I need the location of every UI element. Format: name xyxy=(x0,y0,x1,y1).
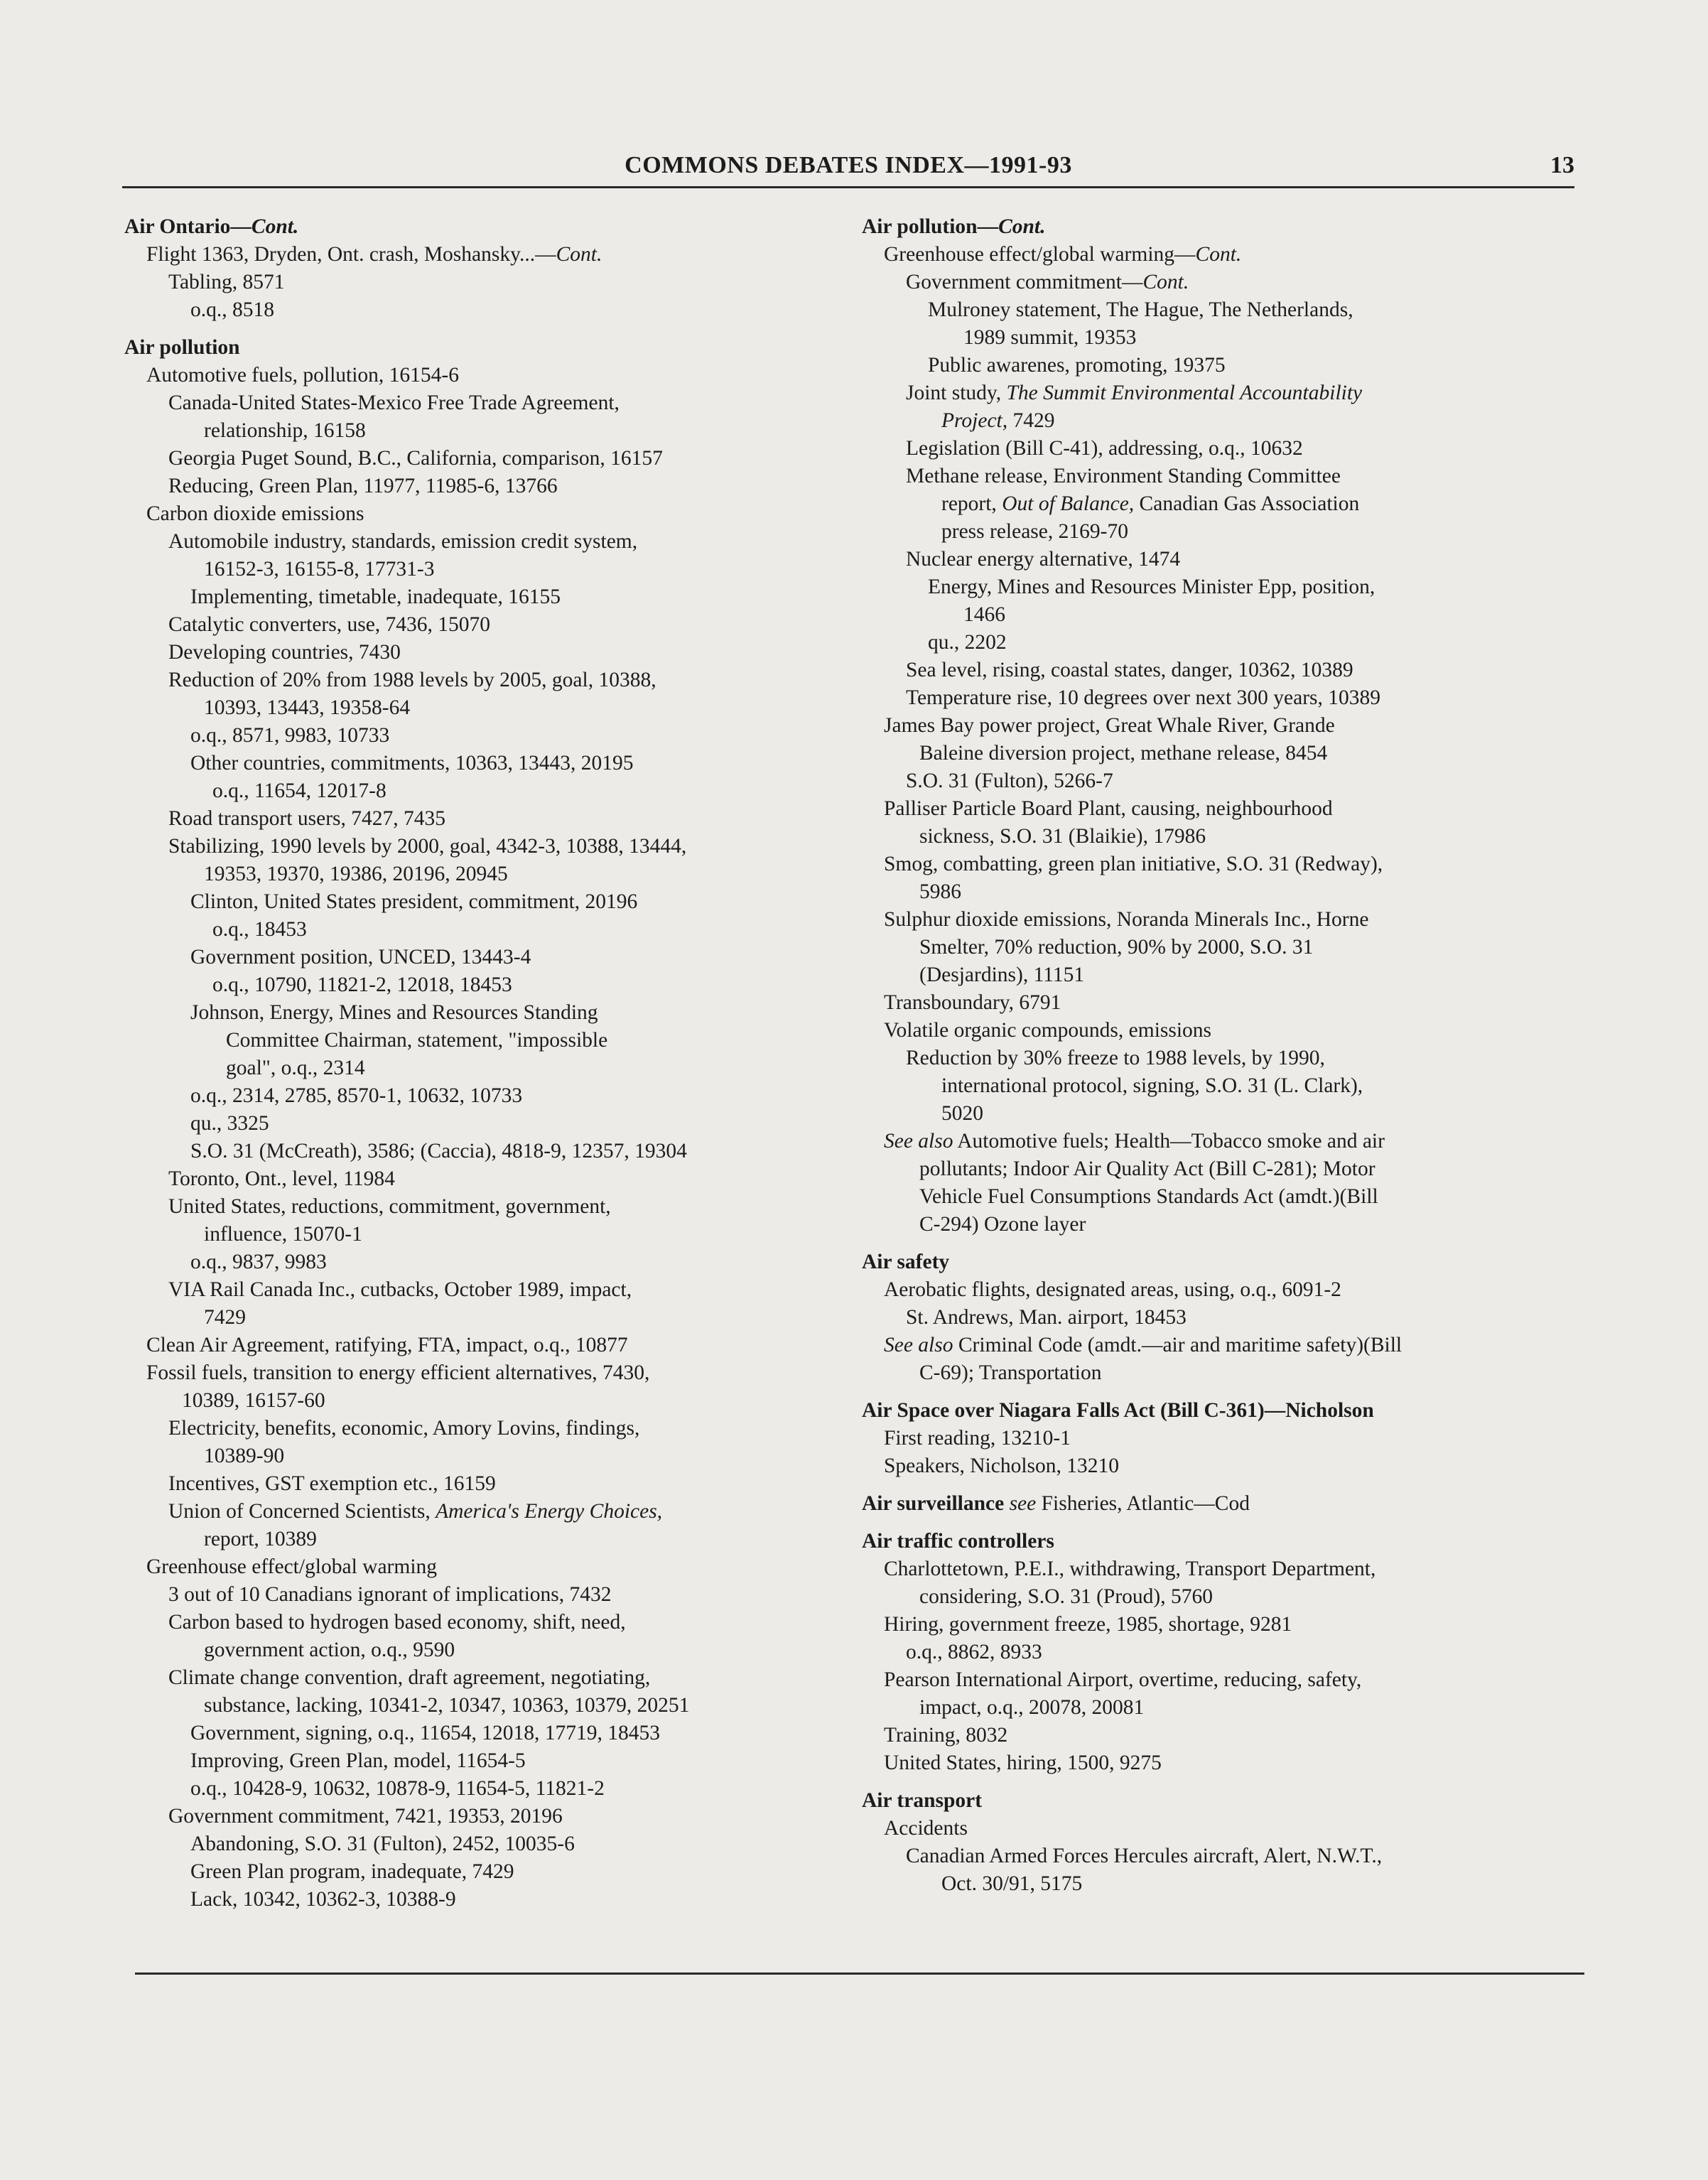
index-entry xyxy=(862,712,1544,767)
entry-text: o.q., 8518 xyxy=(190,298,274,321)
entry-text: Project, xyxy=(941,409,1008,432)
entry-text: see xyxy=(1009,1492,1037,1515)
entry-text: Improving, Green Plan, model, 11654-5 xyxy=(190,1749,526,1772)
index-heading xyxy=(862,1787,1544,1815)
entry-text: influence, 15070-1 xyxy=(204,1223,362,1246)
entry-text: C-294) Ozone layer xyxy=(919,1213,1086,1236)
entry-text: S.O. 31 (Fulton), 5266-7 xyxy=(906,770,1113,792)
entry-text: Air Space over Niagara Falls Act (Bill C-361)—Nicholson xyxy=(862,1399,1374,1422)
entry-text: report, xyxy=(941,492,1002,515)
page-header xyxy=(122,148,1574,188)
entry-text: Canadian Armed Forces Hercules aircraft, Alert, N.W.T., xyxy=(906,1845,1383,1867)
entry-text: government action, o.q., 9590 xyxy=(204,1639,455,1661)
entry-text: (Desjardins), 11151 xyxy=(919,964,1085,986)
entry-text: C-69); Transportation xyxy=(919,1361,1102,1384)
entry-text: o.q., 9837, 9983 xyxy=(190,1251,327,1273)
entry-text: international protocol, signing, S.O. 31 (L. Clark), xyxy=(941,1074,1363,1097)
index-entry xyxy=(862,1332,1544,1387)
index-entry xyxy=(124,1747,806,1775)
entry-text: Smelter, 70% reduction, 90% by 2000, S.O. 31 xyxy=(919,936,1314,959)
index-entry xyxy=(124,1138,806,1165)
entry-text: Cont. xyxy=(251,215,299,238)
index-entry xyxy=(124,296,806,324)
index-entry xyxy=(862,1276,1544,1304)
index-entry xyxy=(862,546,1544,573)
entry-text: 7429 xyxy=(1007,409,1055,432)
index-entry xyxy=(862,1452,1544,1480)
entry-text: Automotive fuels; Health—Tobacco smoke and air xyxy=(953,1130,1385,1153)
entry-text: 10389, 16157-60 xyxy=(182,1389,325,1412)
index-heading xyxy=(862,1528,1544,1555)
entry-text: Transboundary, 6791 xyxy=(884,991,1061,1014)
entry-text: Clinton, United States president, commitment, 20196 xyxy=(190,890,638,913)
entry-text: 5020 xyxy=(941,1102,983,1125)
index-entry xyxy=(124,241,806,269)
index-entry xyxy=(124,1359,806,1415)
page-number: 13 xyxy=(1550,152,1574,178)
entry-text: 10389-90 xyxy=(204,1445,285,1467)
entry-text: o.q., 8571, 9983, 10733 xyxy=(190,724,390,747)
index-entry xyxy=(124,1830,806,1858)
entry-text: Cont. xyxy=(1195,243,1242,266)
index-entry xyxy=(862,1017,1544,1045)
entry-text: VIA Rail Canada Inc., cutbacks, October 1989, impact, xyxy=(168,1278,632,1301)
entry-text: o.q., 18453 xyxy=(212,918,307,941)
left-column xyxy=(124,213,806,1914)
entry-text: Georgia Puget Sound, B.C., California, comparison, 16157 xyxy=(168,447,663,470)
index-entry xyxy=(124,1110,806,1138)
entry-text: goal", o.q., 2314 xyxy=(226,1057,365,1079)
entry-text: Temperature rise, 10 degrees over next 300 years, 10389 xyxy=(906,686,1380,709)
header-rule xyxy=(122,186,1574,188)
entry-text: substance, lacking, 10341-2, 10347, 10363, 10379, 20251 xyxy=(204,1694,690,1717)
entry-text: S.O. 31 (McCreath), 3586; (Caccia), 4818-9, 12357, 19304 xyxy=(190,1140,687,1162)
entry-text: Methane release, Environment Standing Committee xyxy=(906,465,1341,487)
entry-text: Greenhouse effect/global warming— xyxy=(884,243,1196,266)
entry-text: Mulroney statement, The Hague, The Netherlands, xyxy=(928,298,1353,321)
entry-text: qu., 3325 xyxy=(190,1112,269,1135)
entry-text: Incentives, GST exemption etc., 16159 xyxy=(168,1472,496,1495)
entry-text: Electricity, benefits, economic, Amory Lovins, findings, xyxy=(168,1417,640,1440)
entry-text: Aerobatic flights, designated areas, using, o.q., 6091-2 xyxy=(884,1278,1341,1301)
entry-text: Developing countries, 7430 xyxy=(168,641,401,664)
entry-text: pollutants; Indoor Air Quality Act (Bill C-281); Motor xyxy=(919,1158,1375,1180)
index-entry xyxy=(124,888,806,916)
index-entry xyxy=(124,1498,806,1553)
index-entry xyxy=(862,269,1544,296)
entry-text: Criminal Code (amdt.—air and maritime safety)(Bill xyxy=(953,1334,1402,1356)
entry-text: o.q., 10790, 11821-2, 12018, 18453 xyxy=(212,973,512,996)
index-entry xyxy=(124,583,806,611)
index-entry xyxy=(124,833,806,888)
entry-text: Road transport users, 7427, 7435 xyxy=(168,807,446,830)
entry-text: Sulphur dioxide emissions, Noranda Minerals Inc., Horne xyxy=(884,908,1369,931)
index-entry xyxy=(862,851,1544,906)
entry-text: Accidents xyxy=(884,1817,968,1840)
entry-text: Union of Concerned Scientists, xyxy=(168,1500,436,1523)
entry-text: Johnson, Energy, Mines and Resources Standing xyxy=(190,1001,598,1024)
entry-text: First reading, 13210-1 xyxy=(884,1427,1071,1450)
index-entry xyxy=(862,795,1544,851)
entry-text: Government, signing, o.q., 11654, 12018, 17719, 18453 xyxy=(190,1722,660,1744)
entry-text: o.q., 11654, 12017-8 xyxy=(212,779,387,802)
entry-text: o.q., 2314, 2785, 8570-1, 10632, 10733 xyxy=(190,1084,523,1107)
index-entry xyxy=(862,573,1544,629)
entry-text: Cont. xyxy=(1142,271,1189,293)
index-heading xyxy=(862,1248,1544,1276)
index-entry xyxy=(862,463,1544,546)
index-entry xyxy=(124,1664,806,1720)
index-entry xyxy=(862,989,1544,1017)
index-entry xyxy=(124,667,806,722)
index-entry xyxy=(862,1611,1544,1639)
index-entry xyxy=(124,916,806,944)
entry-text: Joint study, xyxy=(906,382,1007,404)
entry-text: Stabilizing, 1990 levels by 2000, goal, 4342-3, 10388, 13444, xyxy=(168,835,687,858)
entry-text: Tabling, 8571 xyxy=(168,271,285,293)
running-title: COMMONS DEBATES INDEX—1991-93 xyxy=(625,152,1072,178)
index-entry xyxy=(124,971,806,999)
entry-text: Carbon based to hydrogen based economy, shift, need, xyxy=(168,1611,626,1634)
entry-text: Government position, UNCED, 13443-4 xyxy=(190,946,531,968)
entry-text: Vehicle Fuel Consumptions Standards Act (amdt.)(Bill xyxy=(919,1185,1378,1208)
index-entry xyxy=(124,1276,806,1332)
entry-text: Green Plan program, inadequate, 7429 xyxy=(190,1860,514,1883)
index-entry xyxy=(124,1332,806,1359)
entry-text: Air traffic controllers xyxy=(862,1530,1054,1553)
footer-rule xyxy=(135,1973,1584,1975)
index-entry xyxy=(124,805,806,833)
entry-text: Energy, Mines and Resources Minister Epp, position, xyxy=(928,576,1375,598)
entry-text: Canadian Gas Association xyxy=(1134,492,1360,515)
index-entry xyxy=(862,1555,1544,1611)
entry-text: Training, 8032 xyxy=(884,1724,1008,1747)
index-entry xyxy=(124,1886,806,1914)
index-entry xyxy=(124,1581,806,1609)
index-entry xyxy=(124,944,806,971)
entry-text: Air transport xyxy=(862,1789,983,1812)
entry-text: considering, S.O. 31 (Proud), 5760 xyxy=(919,1585,1213,1608)
index-entry xyxy=(124,1858,806,1886)
entry-text: Fisheries, Atlantic—Cod xyxy=(1036,1492,1250,1515)
entry-text: Reducing, Green Plan, 11977, 11985-6, 13766 xyxy=(168,475,558,497)
entry-text: America's Energy Choices, xyxy=(436,1500,663,1523)
entry-text: Clean Air Agreement, ratifying, FTA, impact, o.q., 10877 xyxy=(146,1334,628,1356)
entry-text: o.q., 10428-9, 10632, 10878-9, 11654-5, 11821-2 xyxy=(190,1777,605,1800)
entry-text: St. Andrews, Man. airport, 18453 xyxy=(906,1306,1187,1329)
index-entry xyxy=(124,1609,806,1664)
index-entry xyxy=(862,1304,1544,1332)
index-entry xyxy=(862,1666,1544,1722)
index-entry xyxy=(124,777,806,805)
entry-text: United States, reductions, commitment, government, xyxy=(168,1195,611,1218)
entry-text: qu., 2202 xyxy=(928,631,1007,654)
entry-text: Abandoning, S.O. 31 (Fulton), 2452, 10035-6 xyxy=(190,1833,575,1855)
index-entry xyxy=(124,500,806,528)
index-entry xyxy=(124,1082,806,1110)
entry-text: Flight 1363, Dryden, Ont. crash, Moshansky...— xyxy=(146,243,556,266)
entry-text: Climate change convention, draft agreement, negotiating, xyxy=(168,1666,651,1689)
index-entry xyxy=(862,296,1544,352)
entry-text: James Bay power project, Great Whale River, Grande xyxy=(884,714,1335,737)
index-entry xyxy=(124,473,806,500)
entry-text: Legislation (Bill C-41), addressing, o.q., 10632 xyxy=(906,437,1303,460)
index-entry xyxy=(862,684,1544,712)
entry-text: Air pollution— xyxy=(862,215,999,238)
index-entry xyxy=(124,1720,806,1747)
entry-text: 1466 xyxy=(963,603,1005,626)
index-entry xyxy=(124,1165,806,1193)
index-entry xyxy=(862,1639,1544,1666)
entry-text: 10393, 13443, 19358-64 xyxy=(204,696,411,719)
entry-text: Oct. 30/91, 5175 xyxy=(941,1872,1083,1895)
entry-text: Pearson International Airport, overtime, reducing, safety, xyxy=(884,1668,1362,1691)
entry-text: 19353, 19370, 19386, 20196, 20945 xyxy=(204,863,508,885)
entry-text: Lack, 10342, 10362-3, 10388-9 xyxy=(190,1888,456,1911)
entry-text: The Summit Environmental Accountability xyxy=(1006,382,1363,404)
entry-text: 5986 xyxy=(919,880,961,903)
entry-text: press release, 2169-70 xyxy=(941,520,1128,543)
entry-text: Speakers, Nicholson, 13210 xyxy=(884,1455,1120,1477)
index-entry xyxy=(124,639,806,667)
entry-text: Out of Balance, xyxy=(1002,492,1135,515)
entry-text: Reduction by 30% freeze to 1988 levels, by 1990, xyxy=(906,1047,1325,1069)
entry-text: Volatile organic compounds, emissions xyxy=(884,1019,1212,1042)
entry-text: Air Ontario— xyxy=(124,215,252,238)
index-entry xyxy=(862,435,1544,463)
entry-text: 1989 summit, 19353 xyxy=(963,326,1137,349)
entry-text: Carbon dioxide emissions xyxy=(146,502,364,525)
entry-text: Reduction of 20% from 1988 levels by 2005, goal, 10388, xyxy=(168,669,656,691)
entry-text: Greenhouse effect/global warming xyxy=(146,1555,438,1578)
index-entry xyxy=(124,389,806,445)
entry-text: impact, o.q., 20078, 20081 xyxy=(919,1696,1145,1719)
index-entry xyxy=(862,379,1544,435)
entry-text: Smog, combatting, green plan initiative, S.O. 31 (Redway), xyxy=(884,853,1383,875)
index-entry xyxy=(124,750,806,777)
index-entry xyxy=(862,1722,1544,1749)
entry-text: Baleine diversion project, methane release, 8454 xyxy=(919,742,1328,765)
index-heading xyxy=(124,334,806,362)
index-entry xyxy=(124,269,806,296)
index-entry xyxy=(124,528,806,583)
index-entry xyxy=(124,1415,806,1470)
entry-text: Charlottetown, P.E.I., withdrawing, Transport Department, xyxy=(884,1558,1376,1580)
entry-text: relationship, 16158 xyxy=(204,419,366,442)
index-entry xyxy=(124,1193,806,1248)
index-entry xyxy=(124,1803,806,1830)
index-entry xyxy=(862,1425,1544,1452)
entry-text: Air surveillance xyxy=(862,1492,1005,1515)
entry-text: Sea level, rising, coastal states, danger, 10362, 10389 xyxy=(906,659,1353,681)
entry-text: Public awarenes, promoting, 19375 xyxy=(928,354,1226,377)
entry-text: Implementing, timetable, inadequate, 16155 xyxy=(190,586,561,608)
index-entry xyxy=(862,906,1544,989)
entry-text: Other countries, commitments, 10363, 13443, 20195 xyxy=(190,752,634,775)
entry-text: Palliser Particle Board Plant, causing, neighbourhood xyxy=(884,797,1333,820)
entry-text: Nuclear energy alternative, 1474 xyxy=(906,548,1181,571)
index-entry xyxy=(862,629,1544,657)
index-heading xyxy=(124,213,806,241)
entry-text: sickness, S.O. 31 (Blaikie), 17986 xyxy=(919,825,1206,848)
entry-text: 16152-3, 16155-8, 17731-3 xyxy=(204,558,435,581)
entry-text: 3 out of 10 Canadians ignorant of implications, 7432 xyxy=(168,1583,612,1606)
index-entry xyxy=(862,1045,1544,1128)
index-entry xyxy=(862,767,1544,795)
index-entry xyxy=(124,362,806,389)
index-heading xyxy=(862,1397,1544,1425)
index-entry xyxy=(124,999,806,1082)
index-entry xyxy=(862,241,1544,269)
entry-text xyxy=(1004,1492,1009,1515)
entry-text: 7429 xyxy=(204,1306,246,1329)
entry-text: Air pollution xyxy=(124,336,240,359)
index-entry xyxy=(862,1842,1544,1898)
index-entry xyxy=(124,1775,806,1803)
entry-text: Automotive fuels, pollution, 16154-6 xyxy=(146,364,460,387)
entry-text: Government commitment— xyxy=(906,271,1143,293)
index-entry xyxy=(124,722,806,750)
entry-text: Cont. xyxy=(998,215,1046,238)
entry-text: Automobile industry, standards, emission credit system, xyxy=(168,530,638,553)
entry-text: Government commitment, 7421, 19353, 20196 xyxy=(168,1805,563,1828)
index-entry xyxy=(862,1815,1544,1842)
entry-text: report, 10389 xyxy=(204,1528,317,1550)
entry-text: See also xyxy=(884,1334,953,1356)
index-entry xyxy=(862,352,1544,379)
entry-text: Cont. xyxy=(556,243,602,266)
index-entry xyxy=(124,1553,806,1581)
index-heading xyxy=(862,213,1544,241)
entry-text: Toronto, Ont., level, 11984 xyxy=(168,1167,395,1190)
entry-text: Committee Chairman, statement, "impossible xyxy=(226,1029,608,1052)
entry-text: United States, hiring, 1500, 9275 xyxy=(884,1752,1162,1774)
index-entry xyxy=(124,611,806,639)
right-column xyxy=(862,213,1544,1898)
entry-text: Catalytic converters, use, 7436, 15070 xyxy=(168,613,491,636)
entry-text: Canada-United States-Mexico Free Trade Agreement, xyxy=(168,392,620,414)
entry-text: See also xyxy=(884,1130,953,1153)
index-heading xyxy=(862,1490,1544,1518)
index-entry xyxy=(124,1248,806,1276)
entry-text: o.q., 8862, 8933 xyxy=(906,1641,1042,1663)
index-entry xyxy=(124,445,806,473)
entry-text: Hiring, government freeze, 1985, shortage, 9281 xyxy=(884,1613,1292,1636)
index-entry xyxy=(862,1749,1544,1777)
index-entry xyxy=(862,1128,1544,1239)
entry-text: Fossil fuels, transition to energy efficient alternatives, 7430, xyxy=(146,1361,650,1384)
index-entry xyxy=(124,1470,806,1498)
index-entry xyxy=(862,657,1544,684)
entry-text: Air safety xyxy=(862,1251,950,1273)
